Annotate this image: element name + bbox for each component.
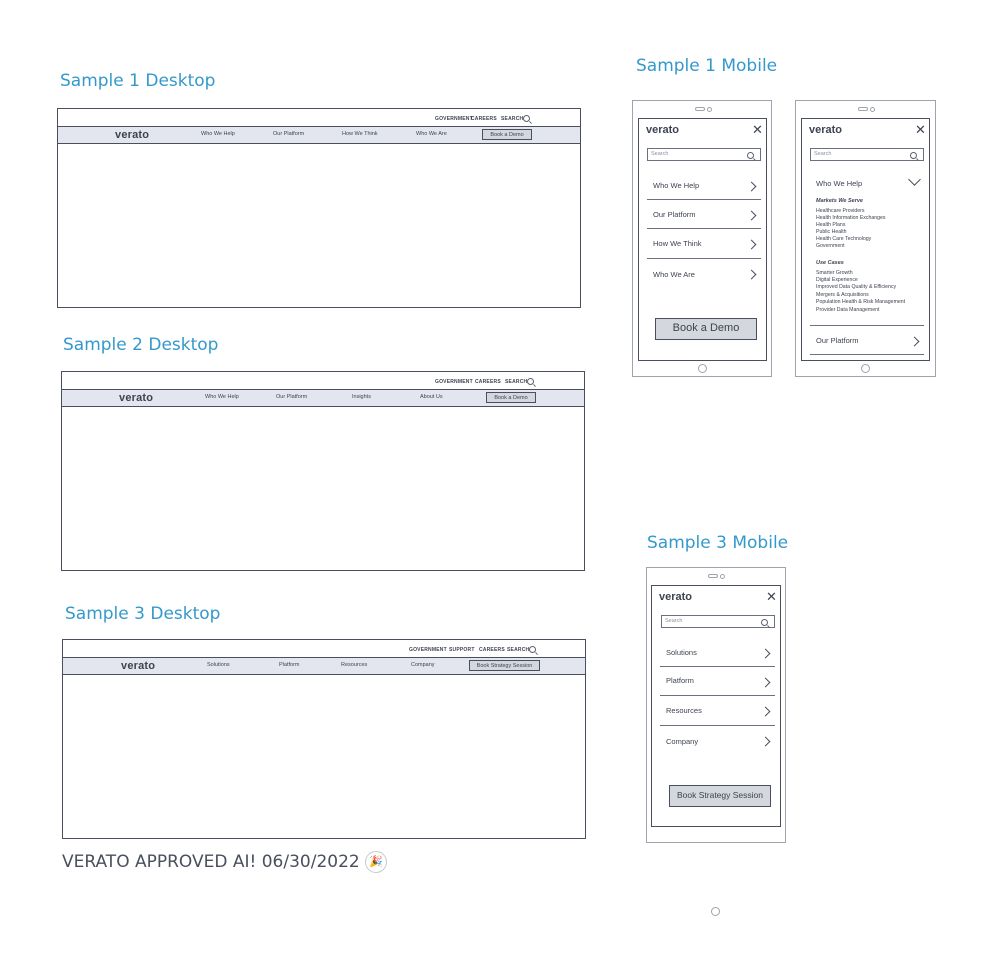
menu-item-solutions[interactable]: Solutions [666, 648, 697, 657]
utility-link-search[interactable]: SEARCH [501, 116, 524, 122]
menu-item-our-platform[interactable]: Our Platform [816, 336, 859, 345]
book-a-demo-button[interactable]: Book a Demo [655, 318, 757, 340]
main-nav-bar [63, 657, 585, 675]
sample1-mobile-phone-a [632, 100, 772, 377]
utility-link-careers[interactable]: CAREERS [479, 647, 505, 653]
verato-logo[interactable]: verato [115, 129, 150, 141]
book-strategy-session-button[interactable]: Book Strategy Session [469, 660, 540, 671]
sample2-desktop-frame [61, 371, 585, 571]
phone-home-button [711, 907, 720, 916]
submenu-link[interactable]: Improved Data Quality & Efficiency [816, 284, 897, 290]
search-icon[interactable] [747, 152, 754, 159]
nav-item-insights[interactable]: Insights [352, 394, 371, 400]
phone-speaker [858, 107, 868, 111]
menu-divider [647, 199, 761, 200]
search-icon[interactable] [910, 152, 917, 159]
utility-link-support[interactable]: SUPPORT [449, 647, 475, 653]
search-placeholder: Search [814, 151, 832, 157]
verato-logo[interactable]: verato [809, 124, 843, 136]
submenu-link[interactable]: Government [816, 243, 845, 249]
chevron-right-icon[interactable] [761, 737, 771, 747]
submenu-link[interactable]: Population Health & Risk Management [816, 299, 906, 305]
menu-item-resources[interactable]: Resources [666, 706, 702, 715]
sample3-mobile-phone [646, 567, 786, 843]
chevron-down-icon[interactable] [908, 173, 921, 186]
chevron-right-icon[interactable] [747, 211, 757, 221]
mobile-screen [638, 118, 767, 361]
menu-item-who-we-are[interactable]: Who We Are [653, 270, 695, 279]
verato-logo[interactable]: verato [646, 124, 680, 136]
book-a-demo-button[interactable]: Book a Demo [486, 392, 536, 403]
menu-divider [647, 258, 761, 259]
menu-divider [810, 325, 924, 326]
chevron-right-icon[interactable] [747, 182, 757, 192]
menu-item-who-we-help[interactable]: Who We Help [653, 181, 700, 190]
chevron-right-icon[interactable] [761, 649, 771, 659]
section-title-sample1-desktop: Sample 1 Desktop [60, 71, 216, 91]
utility-link-government[interactable]: GOVERNMENT [435, 379, 473, 385]
search-placeholder: Search [651, 151, 669, 157]
phone-home-button [698, 364, 707, 373]
submenu-link[interactable]: Health Information Exchanges [816, 215, 886, 221]
menu-item-how-we-think[interactable]: How We Think [653, 239, 702, 248]
phone-camera [707, 107, 712, 112]
verato-logo[interactable]: verato [659, 591, 693, 603]
utility-link-government[interactable]: GOVERNMENT [409, 647, 447, 653]
close-icon[interactable]: ✕ [752, 122, 763, 137]
search-icon[interactable] [529, 646, 536, 653]
phone-camera [870, 107, 875, 112]
menu-divider [660, 666, 775, 667]
search-icon[interactable] [761, 619, 768, 626]
utility-link-search[interactable]: SEARCH [505, 379, 528, 385]
chevron-right-icon[interactable] [761, 707, 771, 717]
submenu-link[interactable]: Healthcare Providers [816, 208, 865, 214]
nav-item-who-we-help[interactable]: Who We Help [205, 394, 239, 400]
phone-speaker [708, 574, 718, 578]
approval-note: VERATO APPROVED AI! 06/30/2022 [62, 852, 360, 872]
search-input[interactable] [810, 148, 924, 161]
main-nav-bar [58, 126, 580, 144]
phone-camera [720, 574, 725, 579]
search-placeholder: Search [665, 618, 683, 624]
section-title-sample1-mobile: Sample 1 Mobile [636, 56, 778, 76]
submenu-link[interactable]: Smarter Growth [816, 270, 853, 276]
mobile-screen [801, 118, 930, 361]
submenu-heading-use-cases: Use Cases [816, 260, 844, 266]
submenu-link[interactable]: Health Plans [816, 222, 846, 228]
menu-divider [660, 725, 775, 726]
verato-logo[interactable]: verato [121, 660, 156, 672]
phone-home-button [861, 364, 870, 373]
search-icon[interactable] [527, 378, 534, 385]
nav-item-resources[interactable]: Resources [341, 662, 368, 668]
mobile-screen [651, 585, 781, 827]
nav-item-who-we-are[interactable]: Who We Are [416, 131, 447, 137]
sample1-mobile-phone-b [795, 100, 936, 377]
chevron-right-icon[interactable] [747, 270, 757, 280]
submenu-link[interactable]: Public Health [816, 229, 847, 235]
main-nav-bar [62, 389, 584, 407]
menu-divider [647, 228, 761, 229]
search-input[interactable] [661, 615, 775, 628]
verato-logo[interactable]: verato [119, 392, 154, 404]
utility-link-careers[interactable]: CAREERS [475, 379, 501, 385]
book-a-demo-button[interactable]: Book a Demo [482, 129, 532, 140]
submenu-link[interactable]: Health Care Technology [816, 236, 872, 242]
chevron-right-icon[interactable] [761, 678, 771, 688]
section-title-sample3-desktop: Sample 3 Desktop [65, 604, 221, 624]
chevron-right-icon[interactable] [910, 337, 920, 347]
menu-divider [810, 354, 924, 355]
party-popper-icon: 🎉 [365, 851, 387, 873]
submenu-link[interactable]: Mergers & Acquisitions [816, 292, 869, 298]
menu-divider [660, 695, 775, 696]
submenu-link[interactable]: Digital Experience [816, 277, 858, 283]
utility-link-careers[interactable]: CAREERS [471, 116, 497, 122]
sample1-desktop-frame [57, 108, 581, 308]
submenu-link[interactable]: Provider Data Management [816, 307, 880, 313]
close-icon[interactable]: ✕ [915, 122, 926, 137]
nav-item-our-platform[interactable]: Our Platform [276, 394, 308, 400]
submenu-heading-markets: Markets We Serve [816, 198, 863, 204]
nav-item-about-us[interactable]: About Us [420, 394, 443, 400]
close-icon[interactable]: ✕ [766, 589, 777, 604]
chevron-right-icon[interactable] [747, 240, 757, 250]
search-input[interactable] [647, 148, 761, 161]
section-title-sample3-mobile: Sample 3 Mobile [647, 533, 789, 553]
nav-item-who-we-help[interactable]: Who We Help [201, 131, 235, 137]
menu-item-company[interactable]: Company [666, 737, 699, 746]
phone-speaker [695, 107, 705, 111]
nav-item-how-we-think[interactable]: How We Think [342, 131, 378, 137]
nav-item-our-platform[interactable]: Our Platform [273, 131, 305, 137]
section-title-sample2-desktop: Sample 2 Desktop [63, 335, 219, 355]
nav-item-company[interactable]: Company [411, 662, 435, 668]
sample3-desktop-frame [62, 639, 586, 839]
nav-item-platform[interactable]: Platform [279, 662, 300, 668]
book-strategy-session-button[interactable]: Book Strategy Session [669, 785, 771, 807]
utility-link-search[interactable]: SEARCH [507, 647, 530, 653]
nav-item-solutions[interactable]: Solutions [207, 662, 230, 668]
utility-link-government[interactable]: GOVERNMENT [435, 116, 473, 122]
menu-item-platform[interactable]: Platform [666, 676, 694, 685]
menu-item-our-platform[interactable]: Our Platform [653, 210, 696, 219]
search-icon[interactable] [523, 115, 530, 122]
menu-item-who-we-help-expanded[interactable]: Who We Help [816, 179, 863, 188]
